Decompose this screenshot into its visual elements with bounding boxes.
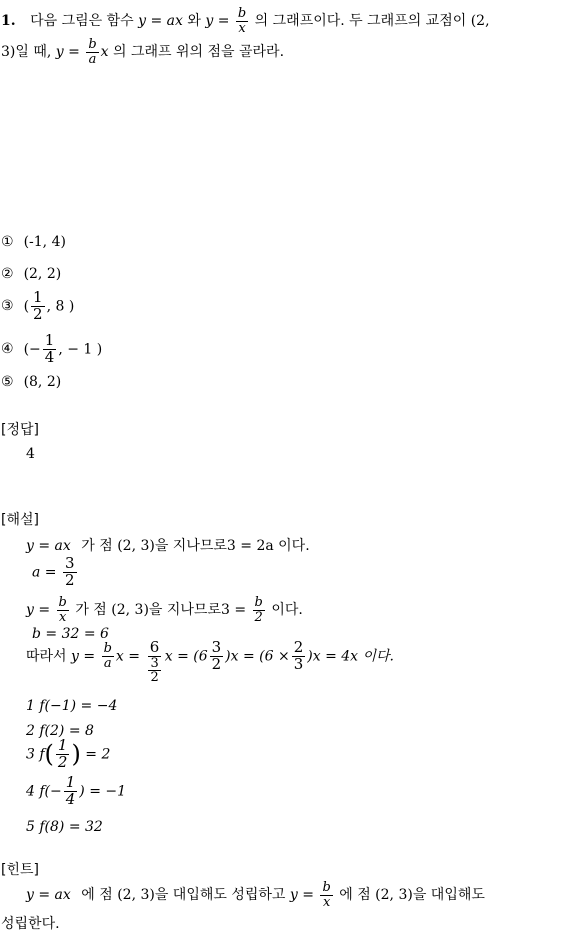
option-text: (2, 2) — [23, 266, 62, 282]
question-text: 의 그래프이다. 두 그래프의 교점이 (2, — [254, 13, 490, 30]
hint-line-2: 성립한다. — [1, 916, 60, 932]
option-text: (− $\frac{1}{4}$ , − 1 ) — [23, 331, 103, 366]
fraction-one-quarter: $\frac{1}{4}$ — [44, 331, 55, 366]
hint-line-1: y = ax 에 점 (2, 3)을 대입해도 성립하고 y = $\frac{b}{x}$ 에 점 (2, 3)을 대입해도 — [26, 880, 485, 910]
question-text: 다음 그림은 함수 — [30, 13, 134, 30]
explanation-line-2: a = $\frac{3}{2}$ — [32, 554, 75, 589]
option-2[interactable] — [1, 266, 61, 283]
fraction-b-over-a: $\frac{b}{a}$ — [88, 37, 97, 67]
compound-fraction: $\frac{6}{\frac{3}{2}}$ — [149, 638, 160, 686]
question-line-1 — [1, 7, 490, 35]
question-text: 와 — [187, 13, 201, 30]
question-line-2: 3)일 때, y = $\frac{b}{a}$ x 의 그래프 위의 점을 골라라. — [1, 37, 285, 67]
question-text: 의 그래프 위의 점을 골라라. — [113, 44, 285, 61]
explanation-label: [해설] — [1, 512, 39, 528]
option-1[interactable] — [1, 234, 66, 251]
explanation-line-1: y = ax 가 점 (2, 3)을 지나므로3 = 2a 이다. — [26, 538, 310, 554]
result-row-2: 2 f(2) = 8 — [26, 723, 94, 739]
fraction-one-half: $\frac{1}{2}$ — [33, 288, 43, 323]
option-marker: ④ — [1, 340, 14, 357]
explanation-line-3: y = $\frac{b}{x}$ 가 점 (2, 3)을 지나므로3 = $\frac{b}{2}$ 이다. — [26, 595, 303, 625]
result-row-4: 4 f(− $\frac{1}{4}$ ) = −1 — [26, 773, 127, 808]
option-3[interactable] — [1, 290, 74, 323]
option-marker: ⑤ — [1, 374, 14, 390]
question-text: 3)일 때, — [1, 44, 52, 61]
option-text: ( $\frac{1}{2}$ , 8 ) — [23, 288, 75, 323]
explanation-line-5: 따라서 y = $\frac{b}{a}$ x = $\frac{6}{\frac{3}{2}}$ x = (6 $\frac{3}{2}$ )x = (6 × $\frac{2}{3}$ )x = 4x 이다. — [26, 638, 395, 686]
result-row-3: 3 f( $\frac{1}{2}$ ) = 2 — [26, 736, 111, 771]
option-marker: ② — [1, 266, 14, 282]
option-5[interactable] — [1, 374, 61, 391]
equation-linear: y = ax — [138, 13, 183, 30]
answer-value: 4 — [26, 446, 35, 462]
hint-label: [힌트] — [1, 862, 39, 878]
option-text: (8, 2) — [23, 374, 62, 390]
option-marker: ③ — [1, 297, 14, 314]
result-row-5: 5 f(8) = 32 — [26, 819, 103, 835]
question-number: 1. — [1, 13, 16, 30]
option-text: (-1, 4) — [23, 234, 66, 250]
equation-inverse-lhs: y = — [205, 13, 230, 30]
fraction-b-over-x: $\frac{b}{x}$ — [237, 6, 247, 36]
answer-label: [정답] — [1, 422, 39, 438]
option-marker: ① — [1, 234, 14, 250]
option-4[interactable] — [1, 333, 102, 366]
explanation-line-4: b = 32 = 6 — [32, 626, 109, 642]
result-row-1: 1 f(−1) = −4 — [26, 698, 118, 714]
